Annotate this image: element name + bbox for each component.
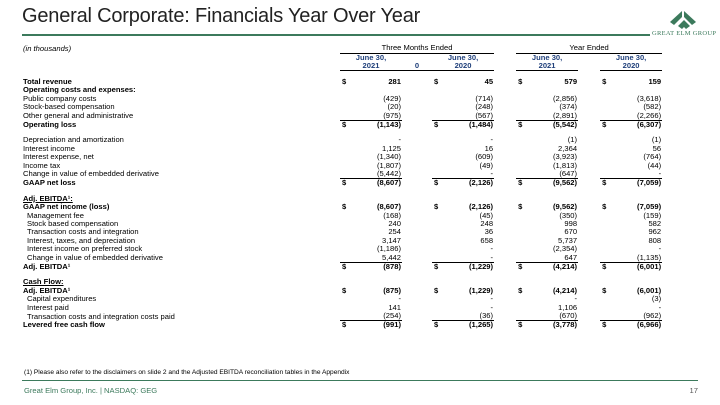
dollar-sign [600, 103, 616, 111]
cell-value: (2,354) [553, 245, 578, 254]
table-row-levered-fcf [22, 321, 686, 330]
cell-value: (764) [643, 153, 662, 162]
row-label: Operating costs and expenses: [23, 86, 136, 95]
row-label: Income tax [23, 161, 61, 170]
row-label: Adj. EBITDA¹ [23, 262, 71, 272]
dollar-sign [600, 86, 616, 94]
dollar-sign: $ [342, 203, 347, 212]
cell-value [356, 86, 402, 94]
dollar-sign [340, 278, 356, 286]
cell-value: (1) [651, 136, 662, 145]
dollar-sign: $ [434, 286, 439, 295]
cell-value [448, 86, 494, 94]
dollar-sign [340, 245, 356, 253]
cell-value: - [616, 170, 662, 179]
dollar-sign [516, 86, 532, 94]
row-label: Interest paid [27, 303, 69, 312]
cell-value: (254) [356, 312, 402, 321]
dollar-sign [340, 237, 356, 245]
dollar-sign [516, 237, 532, 245]
dollar-sign: $ [340, 263, 356, 272]
row-label: Total revenue [23, 77, 72, 86]
table-row-interest-expense [22, 153, 686, 161]
dollar-sign [340, 220, 356, 228]
logo-mark-icon [652, 8, 716, 30]
cell-value: (6,001) [637, 286, 662, 295]
cell-value: - [448, 170, 494, 179]
table-row-income-tax [22, 162, 686, 170]
cell-value: (4,214) [532, 263, 578, 272]
row-label: Stock based compensation [27, 220, 119, 228]
cell-value: 56 [652, 144, 662, 153]
dollar-sign [516, 304, 532, 312]
cell-value: (6,966) [616, 321, 662, 330]
dollar-sign [432, 162, 448, 170]
dollar-sign [516, 103, 532, 111]
cell-value: (567) [448, 112, 494, 121]
cell-value: 1,125 [381, 144, 401, 153]
cell-value: - [658, 245, 662, 254]
dollar-sign [340, 195, 356, 203]
cell-value: (2,126) [469, 203, 494, 212]
cell-value: 962 [648, 228, 662, 237]
dollar-sign [432, 112, 448, 121]
dollar-sign [600, 170, 616, 179]
cell-value: 248 [480, 220, 494, 228]
row-label: Change in value of embedded derivative [23, 169, 159, 179]
cell-value: - [490, 245, 494, 254]
dollar-sign [432, 170, 448, 179]
table-row-interest-paid [22, 304, 686, 312]
row-label: Other general and administrative [23, 111, 134, 121]
row-label: GAAP net income (loss) [23, 203, 110, 212]
table-row-stock-comp [22, 103, 686, 111]
table-row-other-ga [22, 112, 686, 121]
dollar-sign: $ [516, 263, 532, 272]
dollar-sign [340, 304, 356, 312]
cell-value: (647) [532, 170, 578, 179]
dollar-sign [516, 245, 532, 253]
cell-value: 579 [564, 77, 578, 86]
cell-value [616, 278, 662, 286]
dollar-sign [516, 170, 532, 179]
row-label: Transaction costs and integration [27, 228, 139, 237]
row-label: Interest income [23, 144, 75, 153]
row-label: Adj. EBITDA¹ [23, 286, 71, 295]
spacer-row [22, 71, 686, 78]
table-row-mgmt-fee [22, 212, 686, 220]
cell-value: 5,737 [558, 236, 578, 245]
table-row-capex [22, 295, 686, 303]
cell-value: (49) [479, 161, 494, 170]
dollar-sign: $ [340, 321, 356, 330]
dollar-sign: $ [518, 286, 523, 295]
dollar-sign [432, 103, 448, 111]
dollar-sign [340, 254, 356, 263]
cell-value: - [574, 295, 578, 304]
dollar-sign [340, 162, 356, 170]
cell-value: (2,266) [616, 112, 662, 121]
dollar-sign [340, 112, 356, 121]
cell-value: - [398, 295, 401, 304]
row-label: Capital expenditures [27, 295, 97, 304]
cell-value: - [398, 136, 401, 145]
dollar-sign: $ [518, 77, 523, 86]
cell-value: (1,484) [448, 120, 494, 129]
dollar-sign: $ [600, 120, 616, 129]
dollar-sign: $ [600, 263, 616, 272]
dollar-sign [600, 220, 616, 228]
cell-value: (45) [479, 211, 494, 220]
title-underline [22, 34, 650, 36]
table-row-txn-costs [22, 228, 686, 236]
table-row-public-company [22, 95, 686, 103]
page-title: General Corporate: Financials Year Over Year [22, 5, 421, 27]
cell-value: (2,891) [532, 112, 578, 121]
cell-value [532, 86, 578, 94]
cell-value: 45 [484, 77, 494, 86]
dollar-sign [516, 295, 532, 303]
dollar-sign [600, 136, 616, 144]
dollar-sign [432, 136, 448, 144]
cell-value: 281 [388, 77, 401, 86]
dollar-sign [600, 245, 616, 253]
cell-value: (1,813) [553, 161, 578, 170]
table-row-cf-header [22, 278, 686, 286]
cell-value: 2,364 [558, 144, 578, 153]
cell-value: 582 [648, 220, 662, 228]
cell-value: (875) [383, 286, 401, 295]
row-label: Levered free cash flow [23, 320, 105, 330]
cell-value: 159 [648, 77, 662, 86]
dollar-sign [600, 312, 616, 321]
cell-value: (8,607) [376, 203, 401, 212]
cell-value: - [490, 295, 494, 304]
dollar-sign: $ [602, 203, 607, 212]
dollar-sign [340, 212, 356, 220]
cell-value: (3) [651, 295, 662, 304]
col2-header-date: June 30, [447, 53, 479, 62]
dollar-sign [516, 95, 532, 103]
cell-value: (9,562) [553, 203, 578, 212]
dollar-sign [432, 195, 448, 203]
spacer-row [22, 129, 686, 136]
col3-header-date: June 30, [531, 53, 563, 62]
spacer-row [22, 188, 686, 195]
cell-value: 658 [480, 236, 494, 245]
table-row-adj-header [22, 195, 686, 203]
table-row-operating-loss [22, 120, 686, 129]
cell-value: (609) [475, 153, 494, 162]
dollar-sign [516, 312, 532, 321]
dollar-sign [340, 228, 356, 236]
dollar-sign [516, 162, 532, 170]
cell-value: (1) [567, 136, 578, 145]
dollar-sign: $ [516, 179, 532, 188]
dollar-sign [516, 195, 532, 203]
dollar-sign [340, 145, 356, 153]
cell-value: (975) [356, 112, 402, 121]
cell-value: (5,542) [532, 120, 578, 129]
cell-value: (7,059) [637, 203, 662, 212]
row-label: Interest expense, net [23, 153, 94, 162]
cell-value [616, 86, 662, 94]
dollar-sign [600, 153, 616, 161]
spacer-row [22, 271, 686, 278]
cell-value: - [490, 136, 494, 145]
dollar-sign [432, 220, 448, 228]
dollar-sign: $ [432, 179, 448, 188]
dollar-sign [432, 304, 448, 312]
dollar-sign: $ [600, 321, 616, 330]
dollar-sign [340, 86, 356, 94]
dollar-sign [432, 153, 448, 161]
cell-value: 670 [564, 228, 578, 237]
cell-value: (36) [448, 312, 494, 321]
header-row-groups [22, 43, 686, 53]
row-label: Depreciation and amortization [23, 136, 124, 145]
dollar-sign: $ [342, 77, 347, 86]
cell-value: (3,923) [553, 153, 578, 162]
cell-value: (1,229) [448, 263, 494, 272]
dollar-sign [340, 153, 356, 161]
cell-value: 16 [484, 144, 494, 153]
header-row-years [22, 62, 686, 71]
cell-value: (8,607) [356, 179, 402, 188]
row-label: Cash Flow: [23, 278, 64, 287]
cell-value: - [448, 254, 494, 263]
dollar-sign [600, 95, 616, 103]
cell-value: (429) [383, 94, 401, 103]
dollar-sign [516, 228, 532, 236]
dollar-sign: $ [518, 203, 523, 212]
company-logo [652, 8, 716, 42]
cell-value: 808 [648, 236, 662, 245]
table-row-opex-header [22, 86, 686, 94]
dollar-sign [432, 95, 448, 103]
dollar-sign [340, 312, 356, 321]
col2-header-year: 2020 [432, 62, 494, 71]
table-row-gaap-net-income [22, 203, 686, 211]
cell-value: (168) [383, 211, 401, 220]
cell-value: (1,186) [376, 245, 401, 254]
dollar-sign [432, 254, 448, 263]
cell-value: (1,135) [616, 254, 662, 263]
cell-value: (248) [475, 103, 494, 112]
dollar-sign [516, 153, 532, 161]
cell-value: (3,778) [532, 321, 578, 330]
dollar-sign: $ [600, 179, 616, 188]
cell-value [356, 195, 402, 203]
row-label: Interest, taxes, and depreciation [27, 236, 136, 245]
dollar-sign: $ [516, 321, 532, 330]
dollar-sign [340, 103, 356, 111]
dollar-sign [600, 112, 616, 121]
dollar-sign [432, 228, 448, 236]
table-row-cf-adj-ebitda [22, 287, 686, 295]
dollar-sign: $ [432, 263, 448, 272]
col4-header-year: 2020 [600, 62, 662, 71]
table-row-stock-comp2 [22, 220, 686, 228]
cell-value [532, 278, 578, 286]
header-row-dates [22, 53, 686, 62]
row-label: Operating loss [23, 120, 77, 129]
dollar-sign: $ [516, 120, 532, 129]
dollar-sign [600, 162, 616, 170]
dollar-sign [340, 170, 356, 179]
dollar-sign [516, 220, 532, 228]
row-label: Transaction costs and integration costs paid [27, 312, 175, 321]
cell-value [356, 278, 402, 286]
dollar-sign: $ [432, 321, 448, 330]
table-row-interest-income [22, 145, 686, 153]
table-row-int-tax-dep [22, 237, 686, 245]
cell-value [532, 195, 578, 203]
dollar-sign: $ [602, 286, 607, 295]
table-row-gaap-net-loss [22, 179, 686, 188]
dollar-sign [432, 237, 448, 245]
cell-value: (1,143) [356, 120, 402, 129]
cell-value: (2,126) [448, 179, 494, 188]
financials-table [22, 43, 686, 330]
footer-rule [22, 380, 698, 381]
dollar-sign [600, 254, 616, 263]
cell-value: 647 [532, 254, 578, 263]
table-row-change-deriv2 [22, 254, 686, 263]
cell-value: (350) [559, 211, 578, 220]
cell-value: 5,442 [356, 254, 402, 263]
cell-value: 254 [388, 228, 401, 237]
table-row-total-revenue [22, 78, 686, 86]
cell-value: (159) [643, 211, 662, 220]
dollar-sign [340, 136, 356, 144]
dollar-sign [600, 145, 616, 153]
row-label: Adj. EBITDA¹: [23, 194, 73, 203]
row-label: Stock-based compensation [23, 103, 115, 112]
cell-value: 998 [564, 220, 578, 228]
cell-value: 3,147 [381, 236, 401, 245]
cell-value [616, 195, 662, 203]
dollar-sign [516, 212, 532, 220]
cell-value: 36 [484, 228, 494, 237]
dollar-sign [432, 312, 448, 321]
cell-value: (1,340) [376, 153, 401, 162]
col1-header-date: June 30, [355, 53, 387, 62]
three-months-header: Three Months Ended [340, 43, 494, 53]
year-ended-header: Year Ended [516, 43, 662, 53]
cell-value: 141 [388, 303, 401, 312]
row-label: Change in value of embedded derivative [27, 253, 163, 263]
dollar-sign: $ [340, 179, 356, 188]
dollar-sign [600, 304, 616, 312]
cell-value: (3,618) [637, 94, 662, 103]
cell-value: (2,856) [553, 94, 578, 103]
units-label: (in thousands) [23, 43, 72, 53]
cell-value: (6,001) [616, 263, 662, 272]
dollar-sign [432, 212, 448, 220]
cell-value: (20) [387, 103, 401, 112]
dollar-sign [432, 86, 448, 94]
cell-value: (44) [647, 161, 662, 170]
row-label: Interest income on preferred stock [27, 245, 143, 254]
dollar-sign [432, 295, 448, 303]
footer-company: Great Elm Group, Inc. | NASDAQ: GEG [24, 386, 158, 395]
row-label: Public company costs [23, 94, 97, 103]
footnote: (1) Please also refer to the disclaimers on slide 2 and the Adjusted EBITDA reconciliation tables in the Appendix [24, 369, 350, 376]
col4-header-date: June 30, [615, 53, 647, 62]
dollar-sign [516, 145, 532, 153]
dollar-sign: $ [432, 120, 448, 129]
table-row-int-pref [22, 245, 686, 253]
dollar-sign [516, 254, 532, 263]
dollar-sign [600, 228, 616, 236]
table-row-change-deriv [22, 170, 686, 179]
cell-value [448, 195, 494, 203]
dollar-sign [432, 245, 448, 253]
dollar-sign: $ [340, 120, 356, 129]
cell-value: (374) [559, 103, 578, 112]
dollar-sign [432, 145, 448, 153]
cell-value: (714) [475, 94, 494, 103]
dollar-sign [600, 278, 616, 286]
dollar-sign [600, 212, 616, 220]
dollar-sign [600, 195, 616, 203]
table-row-dep-amort [22, 136, 686, 144]
cell-value [448, 278, 494, 286]
cell-value: (7,059) [616, 179, 662, 188]
cell-value: 240 [388, 220, 401, 228]
cell-value: (991) [356, 321, 402, 330]
dollar-sign [432, 278, 448, 286]
col1-header-year: 2021 [340, 62, 402, 71]
col3-header-year: 2021 [516, 62, 578, 71]
cell-value: (878) [356, 263, 402, 272]
dollar-sign: $ [434, 77, 439, 86]
dollar-sign: $ [602, 77, 607, 86]
cell-value: (6,307) [616, 120, 662, 129]
dollar-sign [600, 295, 616, 303]
col1-header-extra: 0 [402, 62, 432, 71]
dollar-sign [340, 95, 356, 103]
cell-value: (1,229) [469, 286, 494, 295]
cell-value: (582) [643, 103, 662, 112]
logo-wordmark: GREAT ELM GROUP [652, 30, 717, 37]
cell-value: (1,807) [376, 161, 401, 170]
cell-value: - [658, 303, 662, 312]
table-row-txn-paid [22, 312, 686, 321]
dollar-sign [516, 112, 532, 121]
cell-value: - [490, 303, 494, 312]
dollar-sign: $ [342, 286, 347, 295]
row-label: GAAP net loss [23, 178, 76, 188]
dollar-sign [516, 278, 532, 286]
cell-value: 1,106 [558, 303, 578, 312]
page-number: 17 [689, 386, 698, 395]
dollar-sign [340, 295, 356, 303]
cell-value: (962) [616, 312, 662, 321]
cell-value: (1,265) [448, 321, 494, 330]
dollar-sign [600, 237, 616, 245]
cell-value: (9,562) [532, 179, 578, 188]
table-row-adj-ebitda [22, 263, 686, 272]
dollar-sign: $ [434, 203, 439, 212]
row-label: Management fee [27, 211, 84, 220]
cell-value: (5,442) [356, 170, 402, 179]
cell-value: (4,214) [553, 286, 578, 295]
dollar-sign [516, 136, 532, 144]
cell-value: (670) [532, 312, 578, 321]
